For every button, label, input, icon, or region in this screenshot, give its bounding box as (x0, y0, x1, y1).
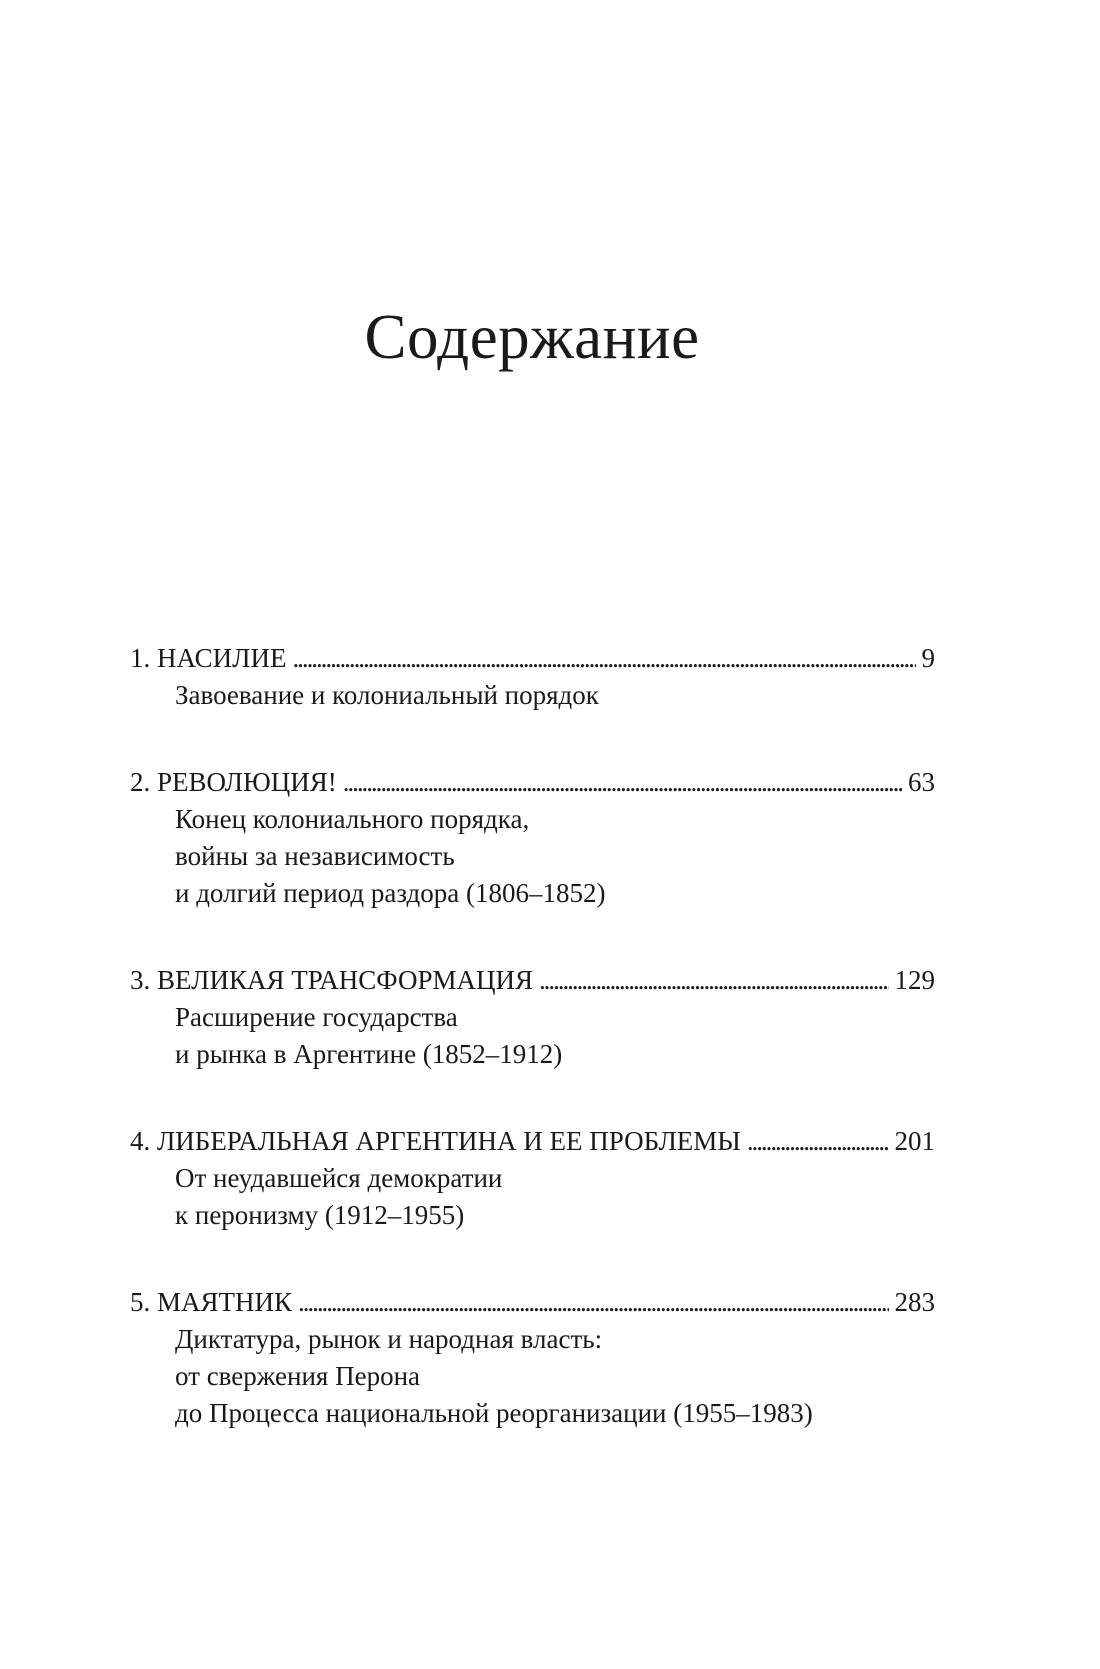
page-title: Содержание (364, 302, 700, 372)
subtitle-line: Завоевание и колониальный порядок (175, 680, 599, 710)
subtitle-line: От неудавшейся демократии (175, 1163, 503, 1193)
subtitle-line: Конец колониального порядка, (175, 804, 530, 834)
chapter-number: 2. (130, 767, 151, 797)
chapter-number: 3. (130, 965, 151, 995)
page-number: 129 (894, 965, 935, 995)
page-number: 283 (894, 1287, 935, 1317)
chapter-title: МАЯТНИК (157, 1287, 293, 1317)
chapter-title: РЕВОЛЮЦИЯ! (157, 767, 337, 797)
subtitle-line: до Процесса национальной реорганизации (1955–1983) (175, 1398, 813, 1428)
dot-leader (747, 1123, 889, 1160)
chapter-subtitle (130, 677, 935, 714)
toc-entry-title (130, 764, 337, 801)
toc-entry-heading[interactable] (130, 1284, 935, 1321)
toc-entry-5[interactable] (130, 1284, 935, 1432)
dot-leader (539, 962, 889, 999)
toc-entry-heading[interactable] (130, 640, 935, 677)
toc-entry-3[interactable] (130, 962, 935, 1073)
subtitle-line: и долгий период раздора (1806–1852) (175, 878, 606, 908)
toc-entry-title (130, 962, 533, 999)
chapter-subtitle (130, 1321, 935, 1432)
table-of-contents (130, 640, 935, 1432)
toc-entry-4[interactable] (130, 1123, 935, 1234)
dot-leader (292, 640, 915, 677)
chapter-number: 4. (130, 1126, 151, 1156)
toc-entry-heading[interactable] (130, 764, 935, 801)
toc-entry-title (130, 640, 286, 677)
subtitle-line: и рынка в Аргентине (1852–1912) (175, 1039, 563, 1069)
page-number: 9 (921, 643, 935, 673)
dot-leader (298, 1284, 888, 1321)
chapter-subtitle (130, 1160, 935, 1234)
toc-entry-1[interactable] (130, 640, 935, 714)
chapter-number: 1. (130, 643, 151, 673)
chapter-subtitle (130, 999, 935, 1073)
subtitle-line: Диктатура, рынок и народная власть: (175, 1324, 603, 1354)
chapter-title: ЛИБЕРАЛЬНАЯ АРГЕНТИНА И ЕЕ ПРОБЛЕМЫ (157, 1126, 741, 1156)
subtitle-line: от свержения Перона (175, 1361, 421, 1391)
toc-entry-2[interactable] (130, 764, 935, 912)
dot-leader (343, 764, 902, 801)
chapter-subtitle (130, 801, 935, 912)
subtitle-line: к перонизму (1912–1955) (175, 1200, 465, 1230)
subtitle-line: войны за независимость (175, 841, 455, 871)
chapter-title: ВЕЛИКАЯ ТРАНСФОРМАЦИЯ (157, 965, 533, 995)
toc-entry-title (130, 1284, 292, 1321)
chapter-title: НАСИЛИЕ (157, 643, 287, 673)
toc-entry-title (130, 1123, 741, 1160)
page-number: 63 (908, 767, 935, 797)
page-number: 201 (894, 1126, 935, 1156)
toc-entry-heading[interactable] (130, 1123, 935, 1160)
subtitle-line: Расширение государства (175, 1002, 458, 1032)
toc-entry-heading[interactable] (130, 962, 935, 999)
chapter-number: 5. (130, 1287, 151, 1317)
